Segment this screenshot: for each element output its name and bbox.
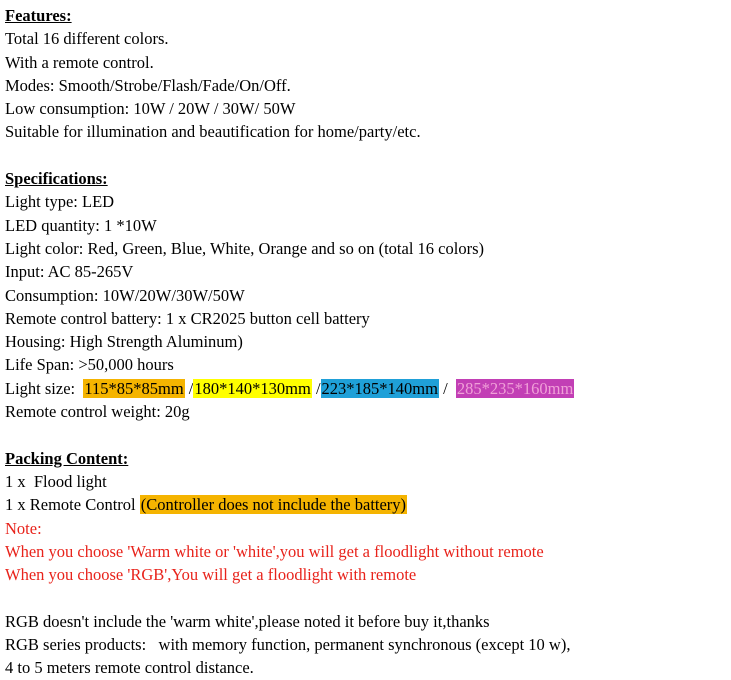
section-spacer bbox=[5, 144, 727, 167]
packing-heading: Packing Content: bbox=[5, 448, 129, 468]
note-line: When you choose 'Warm white or 'white',you will get a floodlight without remote bbox=[5, 541, 544, 561]
light-size-option-4: 285*235*160mm bbox=[456, 378, 574, 398]
section-spacer bbox=[5, 586, 727, 609]
spec-line: Light type: LED bbox=[5, 192, 115, 212]
specifications-heading: Specifications: bbox=[5, 169, 108, 189]
spec-line: Life Span: >50,000 hours bbox=[5, 355, 174, 375]
light-size-option-3: 223*185*140mm bbox=[321, 378, 438, 398]
remote-weight-line: Remote control weight: 20g bbox=[5, 402, 190, 422]
spec-line: Consumption: 10W/20W/30W/50W bbox=[5, 285, 245, 305]
light-size-option-2: 180*140*130mm bbox=[194, 378, 311, 398]
spec-line: Housing: High Strength Aluminum) bbox=[5, 332, 243, 352]
separator: / bbox=[438, 378, 456, 398]
packing-item bbox=[5, 493, 727, 516]
light-size-line bbox=[5, 377, 727, 400]
battery-note: (Controller does not include the battery) bbox=[140, 495, 407, 515]
spec-line: LED quantity: 1 *10W bbox=[5, 215, 157, 235]
light-size-option-1: 115*85*85mm bbox=[84, 378, 184, 398]
light-size-label: Light size: bbox=[5, 378, 84, 398]
section-spacer bbox=[5, 423, 727, 446]
footer-line: RGB doesn't include the 'warm white',please noted it before buy it,thanks bbox=[5, 611, 490, 631]
packing-item-label: 1 x Remote Control bbox=[5, 495, 140, 515]
features-line: Suitable for illumination and beautification for home/party/etc. bbox=[5, 122, 421, 142]
features-line: Modes: Smooth/Strobe/Flash/Fade/On/Off. bbox=[5, 75, 291, 95]
features-line: Low consumption: 10W / 20W / 30W/ 50W bbox=[5, 99, 296, 119]
spec-line: Light color: Red, Green, Blue, White, Orange and so on (total 16 colors) bbox=[5, 238, 484, 258]
note-label: Note: bbox=[5, 518, 42, 538]
footer-line: RGB series products: with memory function, permanent synchronous (except 10 w), bbox=[5, 635, 571, 655]
note-line: When you choose 'RGB',You will get a floodlight with remote bbox=[5, 565, 417, 585]
spec-line: Remote control battery: 1 x CR2025 button cell battery bbox=[5, 308, 370, 328]
product-description bbox=[5, 4, 727, 680]
features-line: Total 16 different colors. bbox=[5, 29, 169, 49]
separator: / bbox=[311, 378, 321, 398]
features-line: With a remote control. bbox=[5, 52, 154, 72]
separator: / bbox=[184, 378, 194, 398]
packing-item: 1 x Flood light bbox=[5, 471, 107, 491]
features-heading: Features: bbox=[5, 6, 72, 25]
footer-line: 4 to 5 meters remote control distance. bbox=[5, 658, 254, 678]
spec-line: Input: AC 85-265V bbox=[5, 262, 134, 282]
